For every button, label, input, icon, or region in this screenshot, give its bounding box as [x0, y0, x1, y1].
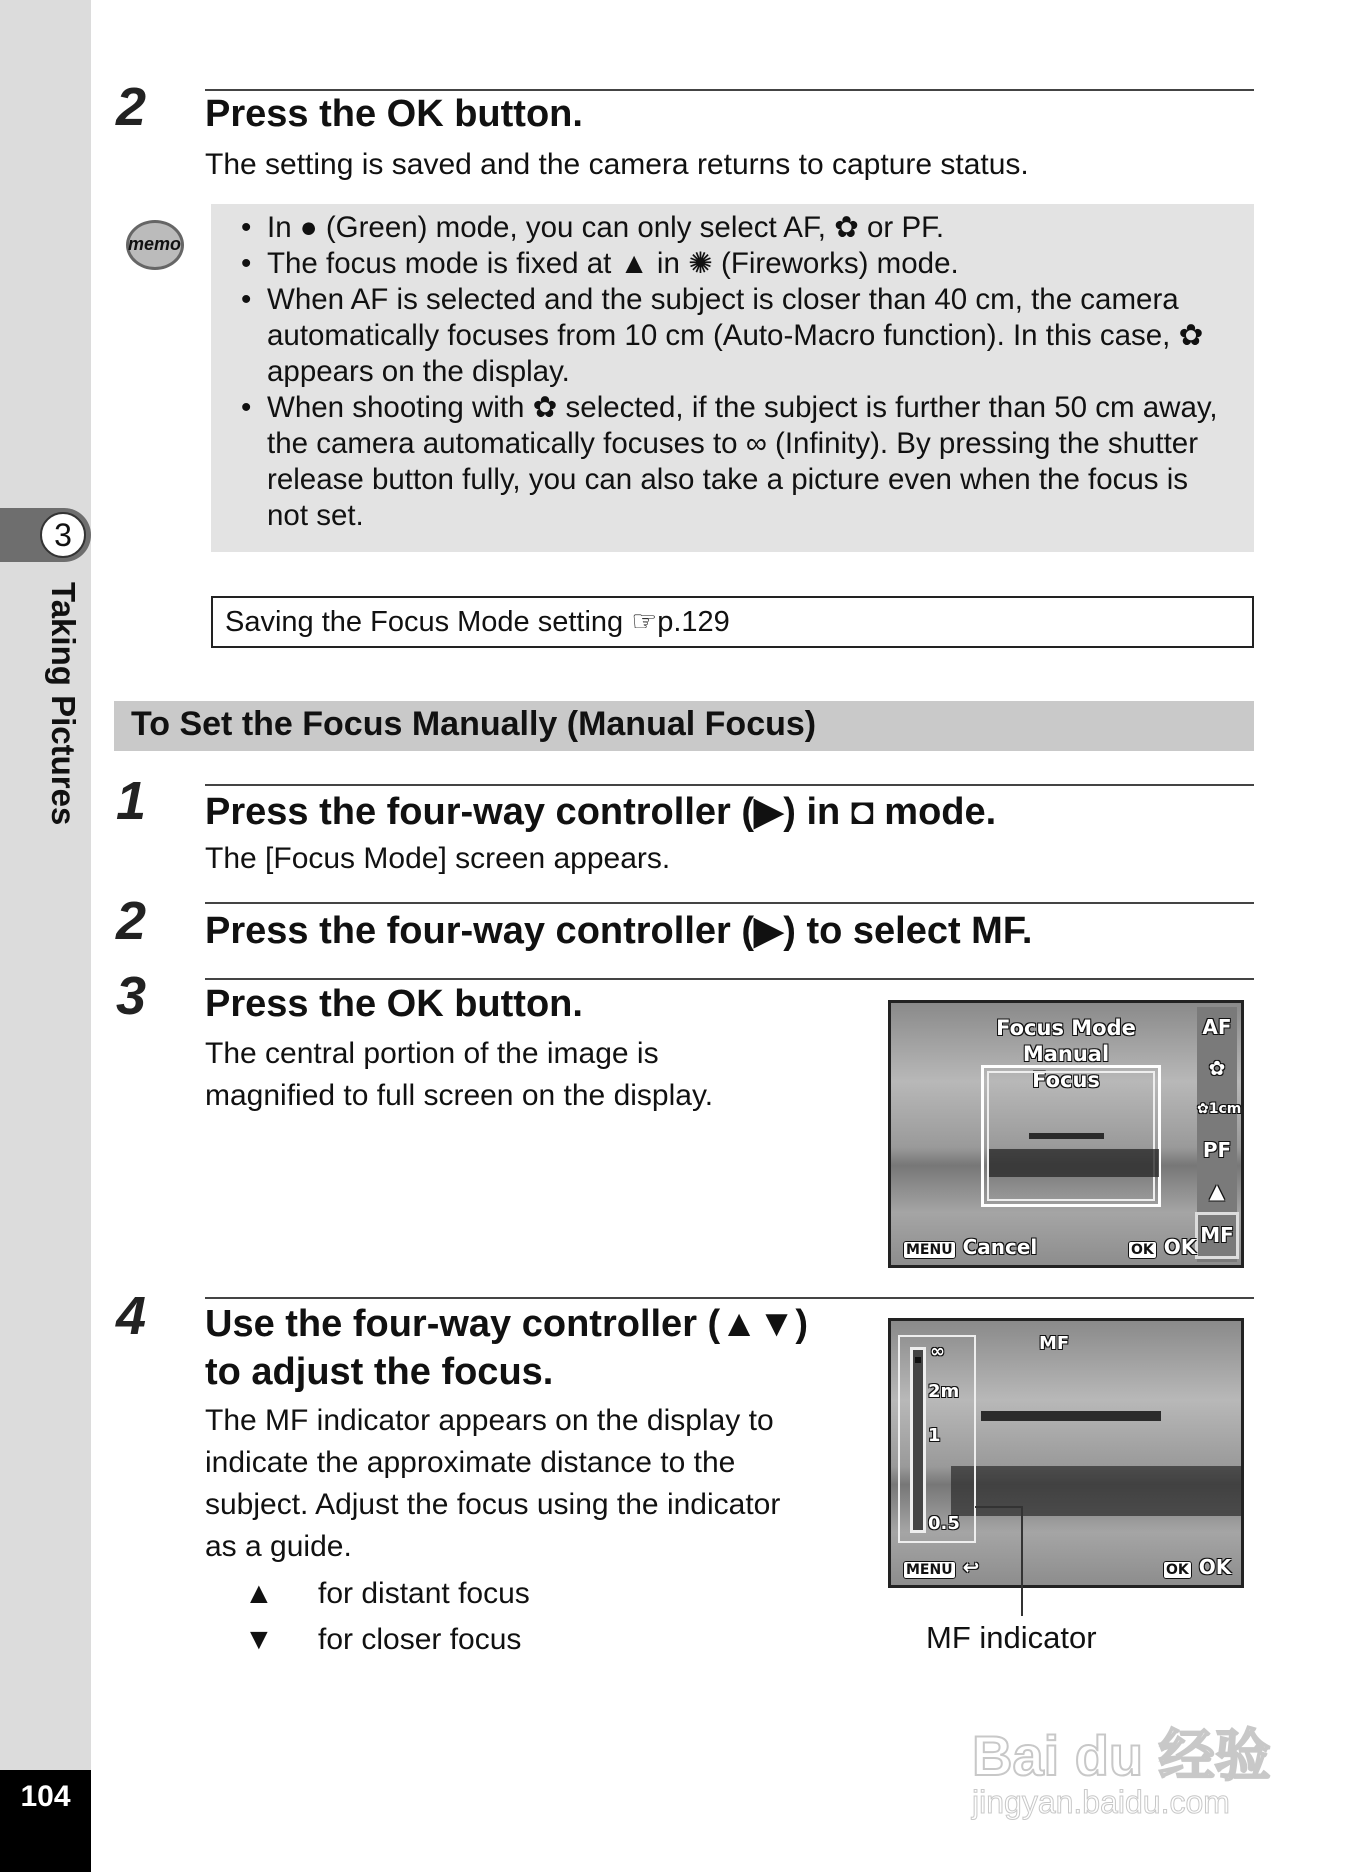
up-arrow-icon: ▲	[244, 1577, 274, 1610]
mf-indicator-caption: MF indicator	[926, 1620, 1097, 1655]
pier-deck	[951, 1466, 1241, 1516]
focus-bar	[910, 1347, 926, 1533]
divider	[205, 1297, 1254, 1299]
menu-key: MENU	[903, 1561, 956, 1579]
callout-line	[975, 1506, 1023, 1508]
mode-af[interactable]: AF	[1202, 1015, 1232, 1039]
mode-super-macro[interactable]: ✿1cm	[1197, 1101, 1242, 1117]
watermark-logo: Bai du 经验	[972, 1724, 1271, 1787]
ok-key: OK	[1128, 1241, 1157, 1259]
pier-deck	[989, 1149, 1159, 1177]
chapter-title: Taking Pictures	[45, 582, 82, 826]
ok-label: OK	[1163, 1235, 1197, 1259]
step-body: The MF indicator appears on the display to	[205, 1404, 774, 1437]
divider	[205, 89, 1254, 91]
mode-list	[1197, 1007, 1242, 1262]
step-heading: to adjust the focus.	[205, 1351, 554, 1393]
pier-roof	[1029, 1133, 1104, 1139]
pier-roof	[981, 1411, 1161, 1421]
reference-link[interactable]: Saving the Focus Mode setting ☞p.129	[211, 596, 1254, 648]
memo-item: • The focus mode is fixed at ▲ in ✺ (Fireworks) mode.	[229, 246, 1234, 282]
focus-mode-screen	[888, 1000, 1244, 1268]
page-number: 104	[20, 1780, 71, 1813]
step-number: 1	[116, 771, 147, 831]
mf-label: MF	[1039, 1333, 1070, 1354]
manual-focus-screen	[888, 1318, 1244, 1588]
step-number: 4	[116, 1286, 147, 1346]
divider	[205, 784, 1254, 786]
scale-0-5m: 0.5	[928, 1513, 960, 1534]
step-number: 2	[116, 891, 147, 951]
memo-item: • In ● (Green) mode, you can only select AF, ✿ or PF.	[229, 210, 1234, 246]
magnify-frame	[981, 1065, 1161, 1207]
cancel-label: Cancel	[962, 1235, 1038, 1259]
step-body: as a guide.	[205, 1530, 352, 1563]
step-body: The central portion of the image is	[205, 1037, 659, 1070]
step-number: 2	[116, 77, 147, 137]
key-description: for closer focus	[318, 1623, 522, 1656]
scale-1m: 1	[928, 1425, 941, 1446]
divider	[205, 978, 1254, 980]
chapter-number: 3	[40, 512, 86, 558]
mode-mf[interactable]: MF	[1195, 1212, 1239, 1259]
screen-title: Focus Mode	[996, 1016, 1136, 1040]
step-body: subject. Adjust the focus using the indicator	[205, 1488, 781, 1521]
divider	[205, 902, 1254, 904]
key-description: for distant focus	[318, 1577, 530, 1610]
step-body: The setting is saved and the camera returns to capture status.	[205, 148, 1029, 181]
ok-label: OK	[1198, 1555, 1232, 1579]
watermark-url: jingyan.baidu.com	[972, 1784, 1230, 1820]
step-body: magnified to full screen on the display.	[205, 1079, 714, 1112]
ok-key: OK	[1163, 1561, 1192, 1579]
screen-subtitle: Manual Focus	[1022, 1042, 1110, 1092]
menu-key: MENU	[903, 1241, 956, 1259]
mf-indicator	[898, 1335, 976, 1543]
scale-2m: 2m	[928, 1381, 960, 1402]
memo-box	[211, 204, 1254, 552]
mode-infinity[interactable]: ▲	[1209, 1179, 1225, 1203]
mode-pf[interactable]: PF	[1202, 1138, 1232, 1162]
step-heading: Use the four-way controller (▲▼)	[205, 1303, 809, 1345]
down-arrow-icon: ▼	[244, 1623, 274, 1656]
step-body: The [Focus Mode] screen appears.	[205, 842, 671, 875]
step-body: indicate the approximate distance to the	[205, 1446, 736, 1479]
step-heading: Press the four-way controller (▶) in ◘ mode.	[205, 791, 997, 833]
step-heading: Press the OK button.	[205, 93, 583, 135]
focus-marker	[915, 1357, 921, 1363]
section-title: To Set the Focus Manually (Manual Focus)	[114, 701, 1254, 751]
memo-icon: memo	[118, 214, 186, 274]
step-heading: Press the four-way controller (▶) to select MF.	[205, 910, 1033, 952]
mode-macro[interactable]: ✿	[1208, 1056, 1226, 1080]
chapter-sidebar	[0, 0, 91, 1872]
back-icon: ↩	[962, 1555, 980, 1579]
callout-line	[1021, 1506, 1023, 1616]
scale-infinity: ∞	[930, 1341, 945, 1362]
memo-item: • When shooting with ✿ selected, if the subject is further than 50 cm away, the camera automatically focuses to ∞ (Infinity). By pressing the shutter release button fully, you can also take a picture even when the focus is not set.	[229, 390, 1234, 534]
memo-item: • When AF is selected and the subject is closer than 40 cm, the camera automatically focuses from 10 cm (Auto-Macro function). In this case, ✿ appears on the display.	[229, 282, 1234, 390]
step-number: 3	[116, 966, 147, 1026]
step-heading: Press the OK button.	[205, 983, 583, 1025]
